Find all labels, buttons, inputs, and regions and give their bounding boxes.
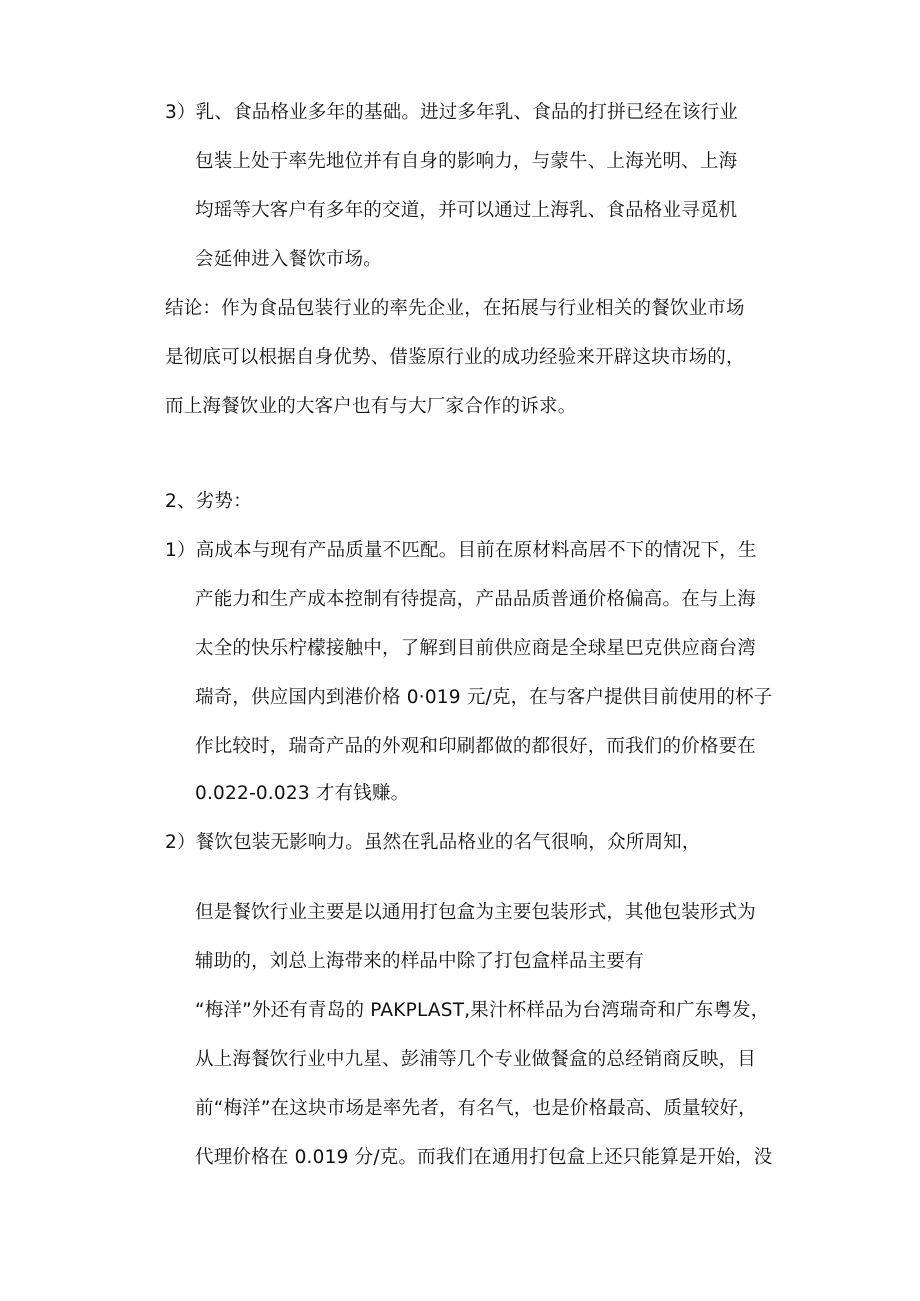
- text-line: 辅助的，刘总上海带来的样品中除了打包盒样品主要有: [195, 951, 644, 972]
- text-line: 包装上处于率先地位并有自身的影响力，与蒙牛、上海光明、上海: [195, 151, 738, 172]
- text-line: 太全的快乐柠檬接触中，了解到目前供应商是全球星巴克供应商台湾: [195, 638, 757, 659]
- text-line: 均瑶等大客户有多年的交道，并可以通过上海乳、食品格业寻觅机: [195, 200, 738, 221]
- text-line: 0.022-0.023 才有钱赚。: [195, 783, 410, 804]
- text-line: 结论：作为食品包装行业的率先企业，在拓展与行业相关的餐饮业市场: [165, 298, 745, 319]
- text-line: 作比较时，瑞奇产品的外观和印刷都做的都很好，而我们的价格要在: [195, 736, 757, 757]
- text-line: 2）餐饮包装无影响力。虽然在乳品格业的名气很响，众所周知，: [165, 832, 701, 853]
- text-line: 从上海餐饮行业中九星、彭浦等几个专业做餐盒的总经销商反映，目: [195, 1049, 757, 1070]
- text-line: 是彻底可以根据自身优势、借鉴原行业的成功经验来开辟这块市场的，: [165, 347, 745, 368]
- text-line: 代理价格在 0.019 分/克。而我们在通用打包盒上还只能算是开始，没: [195, 1147, 773, 1168]
- text-line: 而上海餐饮业的大客户也有与大厂家合作的诉求。: [165, 396, 577, 417]
- text-line: 1）高成本与现有产品质量不匹配。目前在原材料高居不下的情况下，生: [165, 540, 757, 561]
- section-heading: 2、劣势：: [165, 491, 252, 512]
- text-line: 3）乳、食品格业多年的基础。进过多年乳、食品的打拼已经在该行业: [165, 102, 738, 123]
- text-line: 产能力和生产成本控制有待提高，产品品质普通价格偏高。在与上海: [195, 589, 757, 610]
- text-line: 但是餐饮行业主要是以通用打包盒为主要包装形式，其他包装形式为: [195, 902, 757, 923]
- text-line: 前“梅洋”在这块市场是率先者，有名气，也是价格最高、质量较好，: [195, 1098, 757, 1119]
- text-line: 会延伸进入餐饮市场。: [195, 249, 383, 270]
- text-line: 瑞奇，供应国内到港价格 0·019 元/克，在与客户提供目前使用的杯子: [195, 687, 773, 708]
- text-line: “梅洋”外还有青岛的 PAKPLAST,果汁杯样品为台湾瑞奇和广东粤发，: [195, 1000, 770, 1021]
